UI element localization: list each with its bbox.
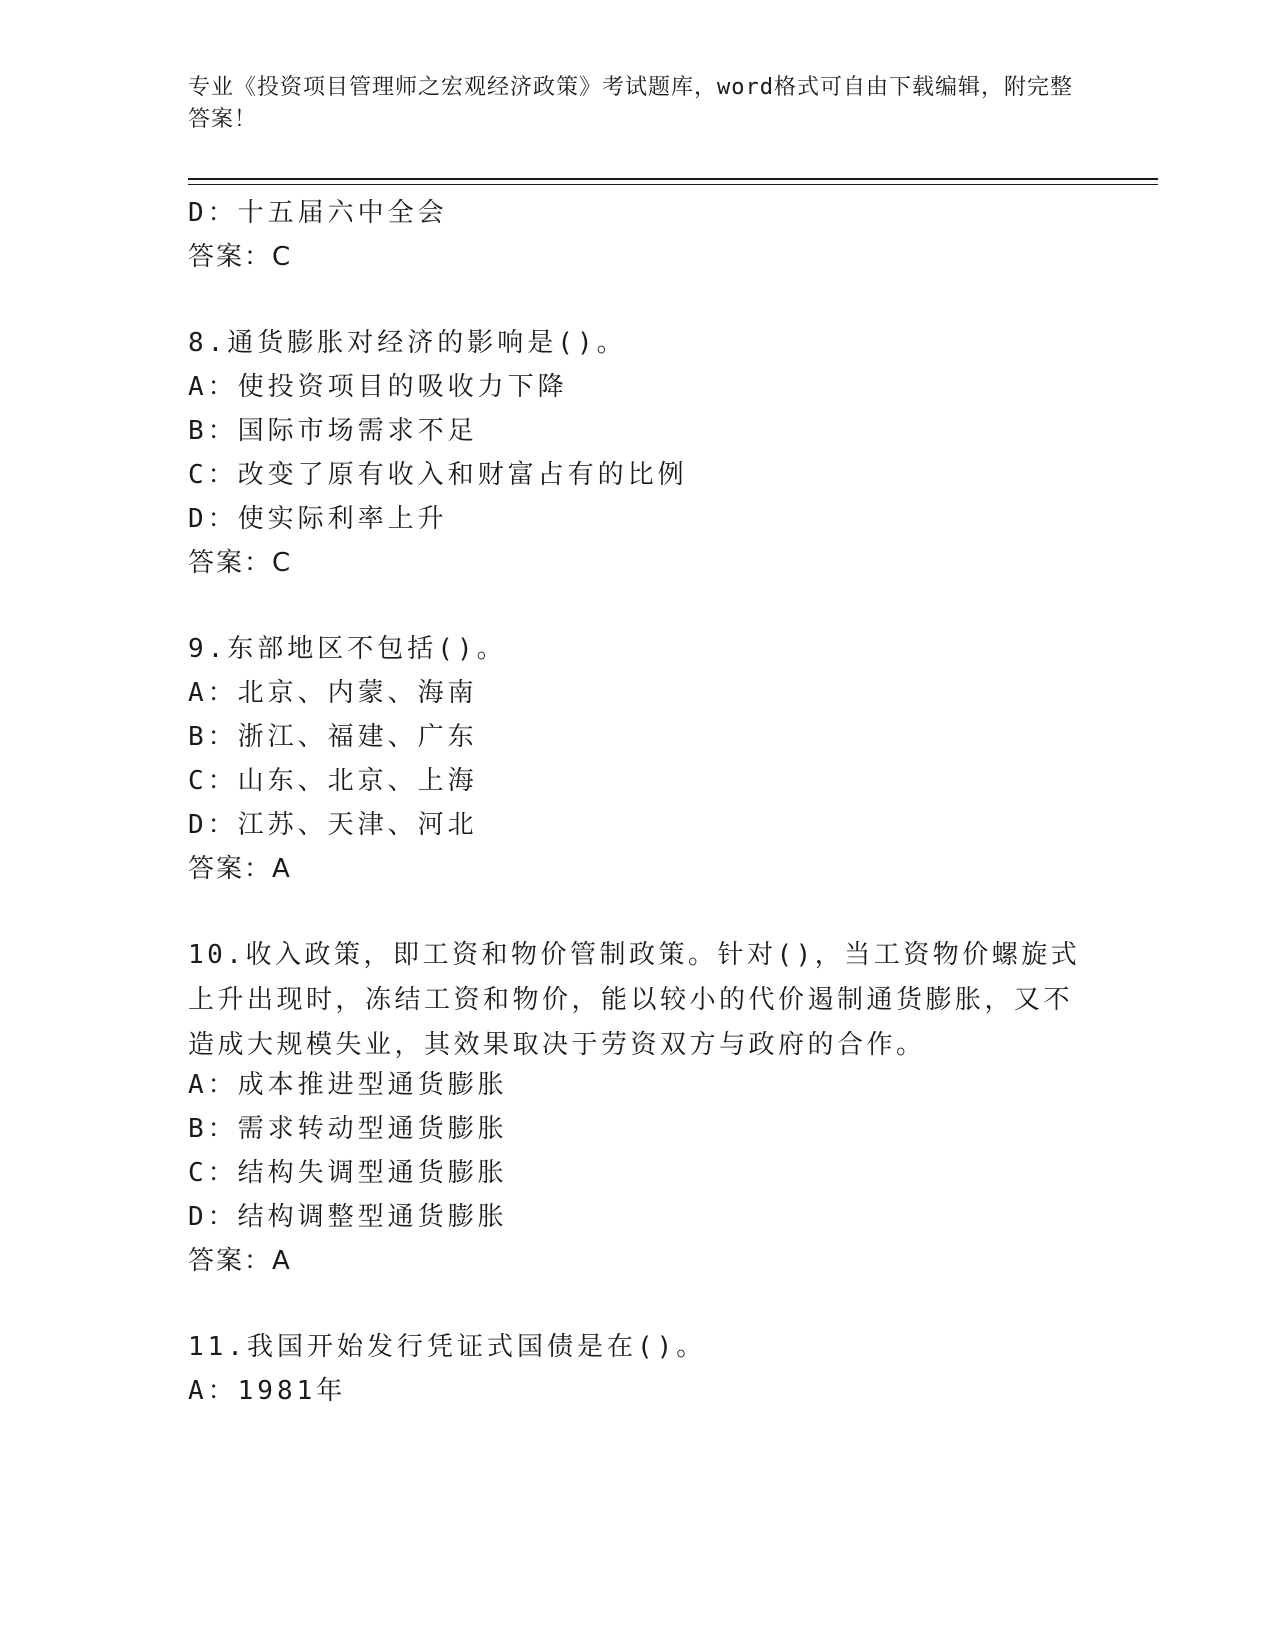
- q10-option-a: A：成本推进型通货膨胀: [188, 1070, 508, 1100]
- q7-answer: 答案：C: [188, 242, 293, 272]
- q8-answer: 答案：C: [188, 548, 293, 578]
- q7-option-d: D：十五届六中全会: [188, 198, 448, 228]
- q10-option-d: D：结构调整型通货膨胀: [188, 1202, 508, 1232]
- q9-option-d: D：江苏、天津、河北: [188, 810, 478, 840]
- q9-answer: 答案：A: [188, 854, 292, 884]
- header-divider-thin: [188, 184, 1158, 185]
- q10-option-b: B：需求转动型通货膨胀: [188, 1114, 508, 1144]
- q11-option-a: A：1981年: [188, 1376, 347, 1406]
- document-header: 专业《投资项目管理师之宏观经济政策》考试题库，word格式可自由下载编辑，附完整答案！: [188, 75, 1073, 132]
- q8-option-c: C：改变了原有收入和财富占有的比例: [188, 460, 688, 490]
- q9-option-c: C：山东、北京、上海: [188, 766, 478, 796]
- q8-option-a: A：使投资项目的吸收力下降: [188, 372, 568, 402]
- q11-stem: 11.我国开始发行凭证式国债是在()。: [188, 1332, 707, 1362]
- q8-option-d: D：使实际利率上升: [188, 504, 448, 534]
- q10-answer: 答案：A: [188, 1246, 292, 1276]
- header-divider-thick: [188, 178, 1158, 180]
- q8-option-b: B：国际市场需求不足: [188, 416, 478, 446]
- q10-stem: 10.收入政策，即工资和物价管制政策。针对()，当工资物价螺旋式上升出现时，冻结工资和物价，能以较小的代价遏制通货膨胀，又不造成大规模失业，其效果取决于劳资双方与政府的合作。: [188, 940, 1081, 1060]
- q10-option-c: C：结构失调型通货膨胀: [188, 1158, 508, 1188]
- q9-stem: 9.东部地区不包括()。: [188, 634, 507, 664]
- q9-option-a: A：北京、内蒙、海南: [188, 678, 478, 708]
- q9-option-b: B：浙江、福建、广东: [188, 722, 478, 752]
- q8-stem: 8.通货膨胀对经济的影响是()。: [188, 328, 627, 358]
